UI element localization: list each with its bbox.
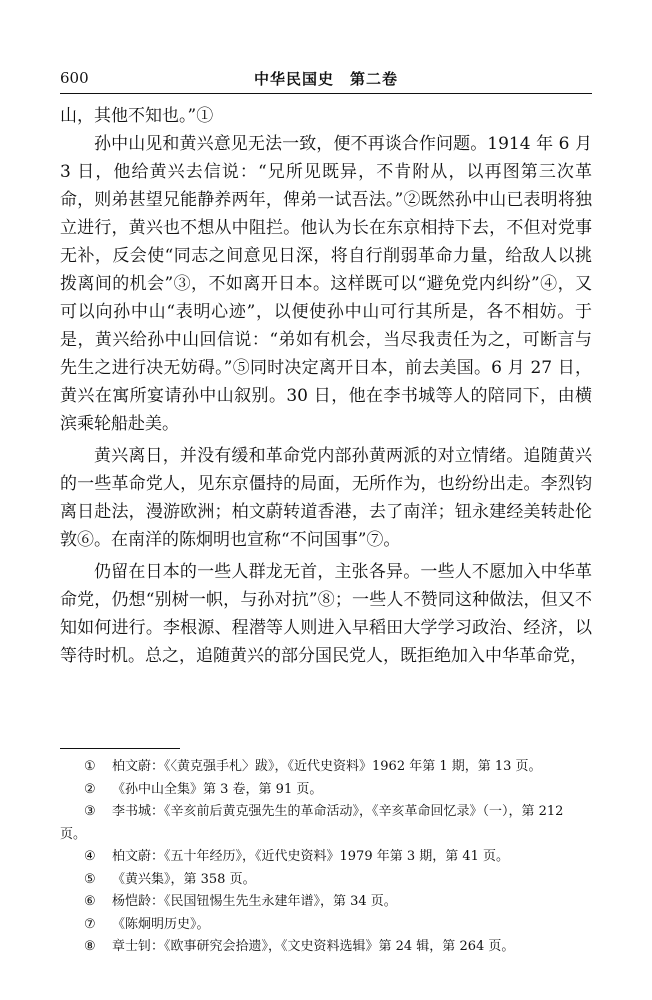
footnote-text: 《孙中山全集》第 3 卷，第 91 页。 <box>112 781 323 797</box>
footnote-mark: ⑧ <box>84 939 96 954</box>
footnote-text: 李书城：《辛亥前后黄克强先生的革命活动》，《辛亥革命回忆录》（一），第 212 页。 <box>60 804 564 842</box>
footnote-text: 《陈炯明历史》。 <box>112 916 210 932</box>
book-title: 中华民国史 第二卷 <box>253 70 398 88</box>
footnote <box>60 891 592 914</box>
paragraph: 仍留在日本的一些人群龙无首，主张各异。一些人不愿加入中华革命党，仍想“别树一帜，与孙对抗”⑧；一些人不赞同这种做法，但又不知如何进行。李根源、程潜等人则进入早稻田大学学习政治、经济，以等待时机。总之，追随黄兴的部分国民党人，既拒绝加入中华革命党， <box>60 562 592 666</box>
footnote-mark: ④ <box>84 849 96 864</box>
paragraph: 黄兴离日，并没有缓和革命党内部孙黄两派的对立情绪。追随黄兴的一些革命党人，见东京僵持的局面，无所作为，也纷纷出走。李烈钧离日赴法，漫游欧洲；柏文蔚转道香港，去了南洋；钮永建经美转赴伦敦⑥。在南洋的陈炯明也宣称“不问国事”⑦。 <box>60 446 592 550</box>
footnote-mark: ⑥ <box>84 894 96 909</box>
footnote <box>60 914 592 937</box>
footnote-rule <box>60 748 180 749</box>
footnote-mark: ⑦ <box>84 916 96 932</box>
running-head <box>60 66 592 92</box>
footnote <box>60 869 592 892</box>
footnote <box>60 779 592 802</box>
footnote-mark: ① <box>84 759 96 774</box>
footnote-mark: ⑤ <box>84 871 96 887</box>
footnote-text: 柏文蔚：《五十年经历》，《近代史资料》1979 年第 3 期，第 41 页。 <box>112 849 510 864</box>
footnote <box>60 756 592 779</box>
footnote-text: 《黄兴集》，第 358 页。 <box>112 871 256 887</box>
header-rule <box>60 93 592 94</box>
paragraph-continuation: 山，其他不知也。”① <box>60 106 214 126</box>
paragraph: 孙中山见和黄兴意见无法一致，便不再谈合作问题。1914 年 6 月 3 日，他给黄兴去信说：“兄所见既异，不肯附从，以再图第三次革命，则弟甚望兄能静养两年，俾弟一试吾法。”②既然孙中山已表明将独立进行，黄兴也不想从中阻拦。他认为长在东京相持下去，不但对党事无补，反会使“同志之间意见日深，将自行削弱革命力量，给敌人以挑拨离间的机会”③，不如离开日本。这样既可以“避免党内纠纷”④，又可以向孙中山“表明心迹”，以便使孙中山可行其所是，各不相妨。于是，黄兴给孙中山回信说：“弟如有机会，当尽我责任为之，可断言与先生之进行决无妨碍。”⑤同时决定离开日本，前去美国。6 月 27 日，黄兴在寓所宴请孙中山叙别。30 日，他在李书城等人的陪同下，由横滨乘轮船赴美。 <box>60 134 592 434</box>
page-number: 600 <box>60 69 89 87</box>
footnote-text: 杨恺龄：《民国钮惕生先生永建年谱》，第 34 页。 <box>112 894 397 909</box>
footnote-text: 章士钊：《欧事研究会拾遗》，《文史资料选辑》第 24 辑，第 264 页。 <box>112 939 515 954</box>
footnotes <box>60 756 592 959</box>
footnote-text: 柏文蔚：《〈黄克强手札〉跋》，《近代史资料》1962 年第 1 期，第 13 页。 <box>112 759 542 774</box>
footnote <box>60 936 592 959</box>
footnote <box>60 846 592 869</box>
footnote-mark: ② <box>84 781 96 797</box>
body-text <box>60 102 592 670</box>
footnote <box>60 801 592 846</box>
footnote-mark: ③ <box>84 804 96 819</box>
